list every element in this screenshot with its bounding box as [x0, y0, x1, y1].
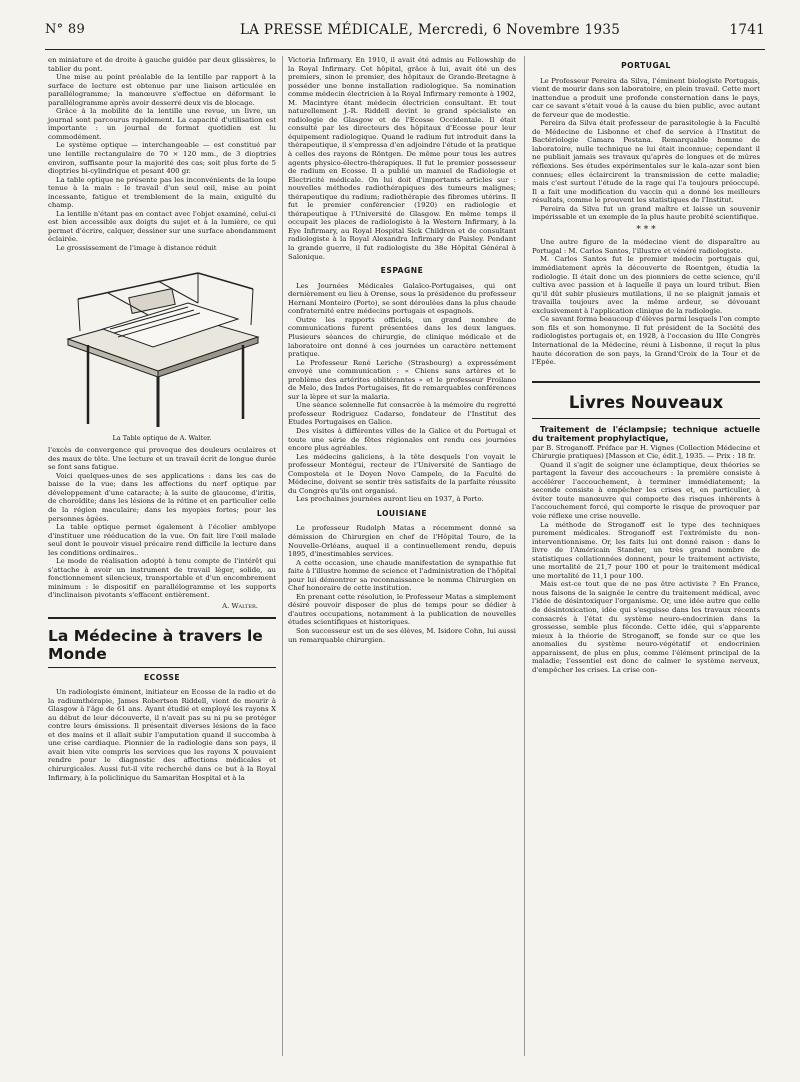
paragraph: l'excès de convergence qui provoque des douleurs oculaires et des maux de tête. Une lecture et un travail écrit de longue durée se font sans fatigue. [48, 446, 276, 472]
paragraph: Un radiologiste éminent, initiateur en Ecosse de la radio et de la radiumthérapie, James Robertson Riddell, vient de mourir à Glasgow à l'âge de 61 ans. Ayant étudié et employé les rayons X au début de leur découverte, il n'avait pas su ni pu se protéger contre leurs émissions. Il présentait diverses lésions de la face et des mains et il allait subir l'amputation quand il succomba à une crise cardiaque. Pionnier de la radiologie dans son pays, il avait bien vite compris les services que les rayons X pouvaient rendre pour le diagnostic des affections médicales et chirurgicales. Aussi fut-il vite recherché dans ce but à la Royal Infirmary, à la policlinique du Samaritan Hospital et à la [48, 688, 276, 782]
issue-number: N° 89 [45, 22, 86, 37]
paragraph: Le Professeur Pereira da Silva, l'éminent biologiste Portugais, vient de mourir dans son laboratoire, en plein travail. Cette mort inattendue a produit une profonde consternation dans le pays, car ce savant s'était voué à la cause du bien public, avec autant de ferveur que de modestie. [532, 76, 760, 119]
book-meta: par B. Stroganoff. Préface par H. Vignes (Collection Médecine et Chirurgie pratiques) [Masson et Cie, édit.], 1935. — Prix : 18 fr. [532, 443, 760, 461]
paragraph: La table optique permet également à l'écolier amblyope d'instituer une rééducation de la vue. On fait lire l'œil malade seul dont le pouvoir visuel précaire rend difficile la lecture dans les conditions ordinaires.. [48, 523, 276, 557]
paragraph: Des visites à différentes villes de la Galice et du Portugal et toute une série de fêtes régionales ont rendu ces journées encore plus agréables. [288, 426, 516, 453]
paragraph: Le professeur Rudolph Matas a récemment donné sa démission de Chirurgien en chef de l'Hôpital Touro, de la Nouvelle-Orléans, auquel il a continuellement rendu, depuis 1895, d'inestimables services. [288, 524, 516, 559]
column-2 [288, 56, 516, 644]
paragraph: A cette occasion, une chaude manifestation de sympathie fut faite à l'illustre homme de science et l'administration de l'hôpital pour lui démontrer sa reconnaissance le nomma Chirurgien en Chef honoraire de cette institution. [288, 558, 516, 593]
paragraph: Le système optique — interchangeable — est constitué par une lentille rectangulaire de 70 × 120 mm., de 3 dioptries environ, suffisante pour la majorité des cas; soit plus forte de 5 dioptries bi-cylindrique et pesant 400 gr. [48, 141, 276, 176]
author-signature: A. Walter. [222, 601, 258, 610]
page-number: 1741 [729, 22, 765, 38]
paragraph: M. Carlos Santos fut le premier médecin portugais qui, immédiatement après la découverte de Roentgen, étudia la radiologie. Il était donc un des pionniers de cette science, qu'il cultiva avec passion et à laquelle il paya un lourd tribut. Bien qu'il dût subir plusieurs mutilations, il ne se plaignit jamais et travailla toujours avec la même ardeur, se dévouant exclusivement à l'application clinique de la radiologie. [532, 255, 760, 315]
book-title: Traitement de l'éclampsie; technique actuelle du traitement prophylactique, [532, 424, 760, 444]
paragraph: Le Professeur René Leriche (Strasbourg) a expressément envoyé une communication : « Chiens sans artères et le problème des artérites oblitérantes » et le professeur Froilano de Melo, des Indes Portugaises, fit de remarquables conférences sur la lèpre et sur la malaria. [288, 358, 516, 401]
column-divider [282, 56, 283, 1056]
column-1 [48, 56, 276, 782]
paragraph: Son successeur est un de ses élèves, M. Isidore Cohn, lui aussi un remarquable chirurgien. [288, 627, 516, 644]
optical-table-illustration [48, 259, 276, 431]
paragraph: Les médecins galiciens, à la tête desquels l'on voyait le professeur Montégui, recteur de l'Université de Santiago de Compostela et le Doyen Novo Campelo, de la Faculté de Médecine, doivent se sentir très satisfaits de la parfaite réussite du Congrès qu'ils ont organisé. [288, 452, 516, 495]
paragraph: La lentille n'étant pas en contact avec l'objet examiné, celui-ci est bien accessible aux doigts du sujet et à la lumière, ce qui permet d'écrire, calquer, dessiner sur une surface abondamment éclairée. [48, 209, 276, 244]
paragraph: Outre les rapports officiels, un grand nombre de communications furent présentées dans les deux langues. Plusieurs séances de chirurgie, de clinique médicale et de laboratoire ont donné à ces journées un caractère nettement pratique. [288, 315, 516, 359]
paragraph: Les Journées Médicales Galaïco-Portugaises, qui ont dernièrement eu lieu à Orense, sous la présidence du professeur Hernani Monteiro (Porto), se sont déroulées dans la plus chaude confraternité entre médecins portugais et espagnols. [288, 281, 516, 316]
paragraph: La table optique ne présente pas les inconvénients de la loupe tenue à la main : le travail d'un seul œil, mise au point incessante, fatigue et tremblement de la main, exiguïté du champ. [48, 175, 276, 210]
paragraph: La méthode de Stroganoff est le type des techniques purement médicales. Stroganoff est l'extrémiste du non-interventionnisme. Or, les faits lui ont donné raison : dans le livre de l'Américain Stander, un très grand nombre de statistiques collationnées donnent, pour le traitement activiste, une mortalité de 21,7 pour 100 et pour le traitement médical une mortalité de 11,1 pour 100. [532, 520, 760, 580]
paragraph: en miniature et de droite à gauche guidée par deux glissières, le tablier du pont. [48, 56, 276, 73]
header-rule [45, 49, 765, 50]
paragraph: Grâce à la mobilité de la lentille une revue, un livre, un journal sont parcourus rapidement. La capacité d'utilisation est importante : un journal de format quotidien est lu commodément. [48, 107, 276, 141]
asterism: * * * [636, 224, 656, 235]
paragraph: Les prochaines journées auront lieu en 1937, à Porto. [296, 495, 484, 504]
paragraph: Quand il s'agit de soigner une éclamptique, deux théories se partagent la faveur des accoucheurs : la première consiste à accélérer l'accouchement, à terminer immédiatement; la seconde consiste à empêcher les crises et, en particulier, à éviter toute manœuvre qui comporte des risques inhérents à l'accouchement forcé, qui comporte le risque de provoquer par voie réflexe une crise nouvelle. [532, 460, 760, 520]
subsection-heading: PORTUGAL [621, 61, 671, 70]
section-heading: La Médecine à travers le Monde [48, 617, 276, 668]
paragraph: Mais est-ce tout que de ne pas être activiste ? En France, nous faisons de la saignée le centre du traitement médical, avec l'idée de désintoxiquer l'organisme. Or, une idée autre que celle de désintoxication, idée qui s'esquisse dans les travaux récents consacrés à l'état du système neuro-endocrinien dans la grossesse, semble plus féconde. Cette idée, qui s'apparente mieux à la théorie de Stroganoff, se fonde sur ce que les anomalies du système neuro-végétatif et endocrinien apparaissent, de plus en plus, comme l'élément principal de la maladie; l'essentiel est donc de calmer le système nerveux, d'empêcher les crises. La crise con- [532, 580, 760, 674]
paragraph: Une mise au point préalable de la lentille par rapport à la surface de lecture est obtenue par une liaison articulée en parallélogramme; la manœuvre s'effectue en déformant le parallélogramme après avoir desserré deux vis de blocage. [48, 73, 276, 107]
section-heading: Livres Nouveaux [532, 381, 760, 419]
paragraph: En prenant cette résolution, le Professeur Matas a simplement désiré pouvoir disposer de plus de temps pour se dédier à d'autres occupations, notamment à la publication de nouvelles études scientifiques et historiques. [288, 592, 516, 627]
paragraph: Une autre figure de la médecine vient de disparaître au Portugal : M. Carlos Santos, l'illustre et vénéré radiologiste. [532, 238, 760, 255]
subsection-heading: ECOSSE [144, 672, 180, 682]
paragraph: Voici quelques-unes de ses applications : dans les cas de baisse de la vue; dans les affections du nerf optique par développement d'une cataracte; à la suite de glaucome, d'iritis, de choroïdite; dans les lésions de la rétine et en particulier celle de la région maculaire; dans les myopies fortes; pour les personnes âgées. [48, 471, 276, 523]
paragraph: Le mode de réalisation adopté à tenu compte de l'intérêt qui s'attache à avoir un instrument de travail léger, solide, au fonctionnement silencieux, transportable et d'un encombrement minimum : le dispositif en parallélogramme et les supports d'inclinaison pivotants s'effacent entièrement. [48, 557, 276, 600]
paragraph: Une séance solennelle fut consacrée à la mémoire du regretté professeur Rodriguez Cadarso, fondateur de l'Institut des Etudes Portugaises en Galice. [288, 401, 516, 427]
paragraph: Le grossissement de l'image à distance réduit [56, 244, 217, 253]
journal-title: LA PRESSE MÉDICALE, Mercredi, 6 Novembre 1935 [240, 22, 621, 38]
paragraph: Pereira da Silva fut un grand maître et laisse un souvenir impérissable et un exemple de la plus haute probité scientifique. [532, 204, 760, 222]
figure-caption: La Table optique de A. Walter. [112, 433, 212, 442]
column-3 [532, 56, 760, 674]
page-header [45, 22, 765, 50]
subsection-heading: ESPAGNE [380, 266, 424, 276]
paragraph: Ce savant forma beaucoup d'élèves parmi lesquels l'on compte son fils et son homonyme. Il fut président de la Société des radiologistes portugais et, en 1928, à l'occasion du IIIe Congrès International de la Médecine, réuni à Lisbonne, il reçut la plus haute décoration de son pays, la Grand'Croix de la Tour et de l'Epée. [532, 315, 760, 367]
paragraph: Victoria Infirmary. En 1910, il avait été admis au Fellowship de la Royal Infirmary. Cet hôpital, grâce à lui, avait été un des premiers, sinon le premier, des hôpitaux de Grande-Bretagne à posséder une bonne installation radiologique. Sa nomination comme médecin électricien à la Royal Infirmary remonte à 1902, M. Macintyre étant médecin électricien consultant. Et tout naturellement J.-R. Riddell devint le grand spécialiste en radiologie de Glasgow et de l'Ecosse Occidentale. Il était consulté par les directeurs des hôpitaux d'Ecosse pour leur équipement radiologique. Quand le radium fut introduit dans la thérapeutique, il s'empressa d'en adjoindre l'étude et la pratique à celles des rayons de Röntgen. De même pour tous les autres agents physico-électro-thérapiques. Il fut le premier possesseur de radium en Ecosse. Il a publié un manuel de Radiologie et Electricité médicale. On lui doit d'importants articles sur : nouvelles méthodes radiothérapiques des tumeurs malignes; thérapeutique du radium; radiothérapie des fibromes utérins. Il fut le premier conférencier (1920) en radiologie et thérapeutique à l'Université de Glasgow. En même temps il occupait les places de radiologiste à la Western Infirmary, à la Eye Infirmary, au Royal Hospital Sick Children et de consultant radiologiste à la Royal Alexandra Infirmary de Paisley. Pendant la grande guerre, il fut radiologiste du 38e Hôpital Général à Salonique. [288, 56, 516, 261]
subsection-heading: LOUISIANE [376, 508, 428, 518]
paragraph: Pereira da Silva était professeur de parasitologie à la Faculté de Médecine de Lisbonne et chef de service à l'Institut de Bactériologie Camara Pestana. Remarquable homme de laboratoire, nulle technique ne lui était inconnue; cependant il ne publiait jamais ses travaux qu'après de longues et de mûres réflexions. Ses études expérimentales sur le kala-azar sont bien connues; elles éclaircirent la transmission de cette maladie; mais c'est surtout l'étude de la rage qui l'a toujours préoccupé. Il a fait une modification du vaccin qui a donné les meilleurs résultats, comme le prouvent les statistiques de l'Institut. [532, 119, 760, 205]
column-divider [524, 56, 525, 1056]
